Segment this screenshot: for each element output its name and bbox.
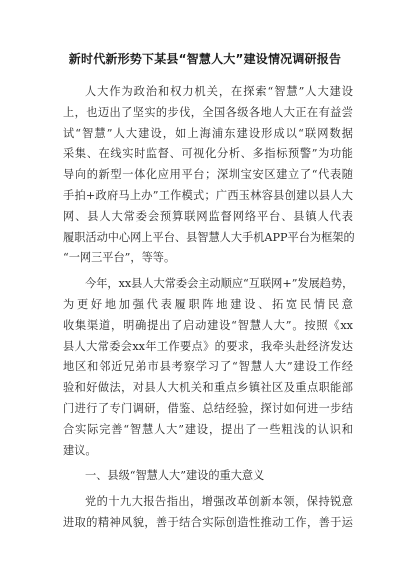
text-line: 党的十九大报告指出，增强改革创新本领，保持锐意: [85, 495, 353, 509]
text-line: 门进行了专门调研，借鉴、总结经验，探讨如何进一步结: [63, 401, 353, 415]
text-line: 进取的精神风貌，善于结合实际创造性推动工作，善于运: [63, 515, 353, 529]
paragraph-1: [63, 82, 353, 269]
section-heading: [63, 466, 353, 487]
document-body: [63, 82, 353, 534]
text-line: 履职活动中心网上平台、县智慧人大手机APP平台为框架的: [63, 230, 355, 244]
text-line: 为更好地加强代表履职阵地建设、拓宽民情民意: [63, 297, 353, 311]
text-line: 建议。: [63, 443, 97, 457]
text-line: 验和好做法，对县人大机关和重点乡镇社区及重点职能部: [63, 381, 353, 395]
text-line: 网、县人大常委会预算联网监督网络平台、县镇人代表: [63, 209, 353, 223]
text-line: 采集、在线实时监督、可视化分析、多指标预警”为功能: [63, 147, 353, 161]
text-line: 手拍+政府马上办”工作模式；广西玉林容县创建以县人大: [63, 188, 353, 202]
text-line: 导向的新型一体化应用平台；深圳宝安区建立了“代表随: [63, 168, 353, 182]
paragraph-3: [63, 492, 353, 534]
text-line: “一网三平台”，等等。: [63, 251, 176, 265]
text-line: 上，也迈出了坚实的步伐，全国各级各地人大正在有益尝: [63, 105, 353, 119]
text-line: 收集渠道，明确提出了启动建设“智慧人大”。按照《xx: [63, 318, 353, 332]
text-line: 人大作为政治和权力机关，在探索“智慧”人大建设: [85, 85, 353, 98]
paragraph-2: [63, 274, 353, 461]
text-line: 合实际完善“智慧人大”建设，提出了一些粗浅的认识和: [63, 422, 353, 436]
text-line: 试“智慧”人大建设，如上海浦东建设形成以“联网数据: [63, 126, 353, 140]
text-line: 地区和邻近兄弟市县考察学习了“智慧人大”建设工作经: [63, 360, 353, 374]
heading-line: 一、县级“智慧人大”建设的重大意义: [85, 469, 265, 483]
text-line: 县人大常委会xx年工作要点》的要求，我牵头赴经济发达: [63, 339, 353, 353]
text-line: 今年，xx县人大常委会主动顺应“互联网+”发展趋势，: [85, 277, 354, 291]
document-title: 新时代新形势下某县“智慧人大”建设情况调研报告: [68, 52, 342, 66]
